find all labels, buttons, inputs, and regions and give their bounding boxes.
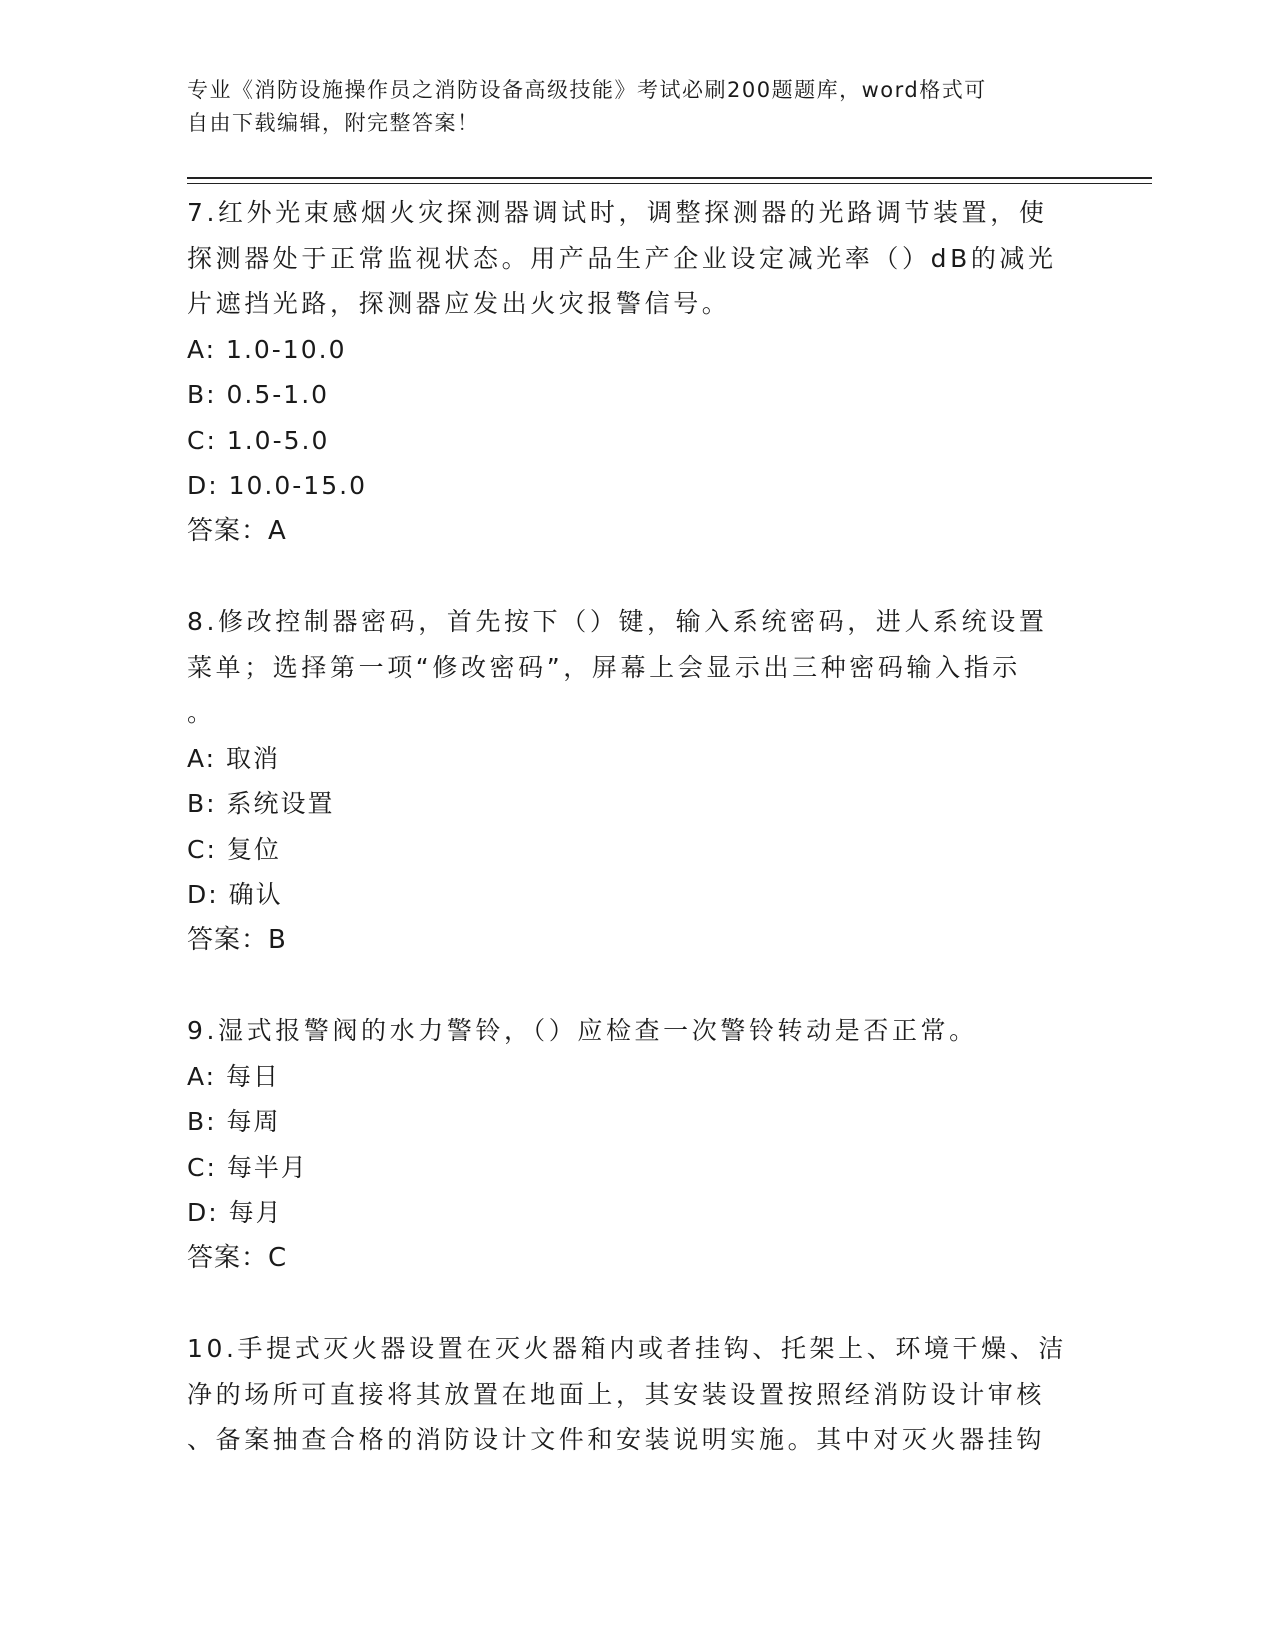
option-d: D: 10.0-15.0 (187, 471, 367, 500)
question-spacer (187, 554, 1067, 599)
option-a: A: 每日 (187, 1061, 281, 1091)
option-b: B: 系统设置 (187, 789, 335, 818)
question-text-line: 。 (187, 698, 216, 727)
question-spacer (187, 963, 1067, 1008)
option-d: D: 确认 (187, 880, 283, 909)
option-c: C: 1.0-5.0 (187, 425, 330, 455)
answer: 答案：A (187, 515, 287, 546)
question-10 (187, 1326, 1067, 1463)
option-c: C: 复位 (187, 834, 281, 864)
document-header (187, 74, 1067, 140)
option-b: B: 0.5-1.0 (187, 380, 330, 409)
option-b: B: 每周 (187, 1107, 281, 1136)
question-text-line: 9.湿式报警阀的水力警铃，（）应检查一次警铃转动是否正常。 (187, 1016, 978, 1045)
question-text-line: 片遮挡光路，探测器应发出火灾报警信号。 (187, 289, 731, 318)
question-text-line: 10.手提式灭火器设置在灭火器箱内或者挂钩、托架上、环境干燥、洁 (187, 1334, 1067, 1363)
option-d: D: 每月 (187, 1198, 283, 1227)
question-8 (187, 599, 1067, 963)
answer: 答案：B (187, 924, 287, 955)
question-spacer (187, 1281, 1067, 1326)
question-list (187, 190, 1067, 1463)
option-a: A: 取消 (187, 743, 281, 773)
question-9 (187, 1008, 1067, 1281)
question-text-line: 、备案抽查合格的消防设计文件和安装说明实施。其中对灭火器挂钩 (187, 1425, 1046, 1454)
question-text-line: 8.修改控制器密码，首先按下（）键，输入系统密码，进人系统设置 (187, 607, 1048, 636)
question-text-line: 7.红外光束感烟火灾探测器调试时，调整探测器的光路调节装置，使 (187, 198, 1048, 227)
answer: 答案：C (187, 1242, 288, 1273)
question-7 (187, 190, 1067, 554)
header-line-1: 专业《消防设施操作员之消防设备高级技能》考试必刷200题题库，word格式可 (187, 78, 987, 102)
question-text-line: 菜单；选择第一项“修改密码”，屏幕上会显示出三种密码输入指示 (187, 652, 1021, 682)
option-a: A: 1.0-10.0 (187, 334, 347, 364)
question-text-line: 探测器处于正常监视状态。用产品生产企业设定减光率（）dB的减光 (187, 243, 1057, 273)
header-line-2: 自由下载编辑，附完整答案！ (187, 111, 480, 135)
header-divider (187, 177, 1152, 184)
option-c: C: 每半月 (187, 1152, 308, 1182)
question-text-line: 净的场所可直接将其放置在地面上，其安装设置按照经消防设计审核 (187, 1379, 1046, 1409)
